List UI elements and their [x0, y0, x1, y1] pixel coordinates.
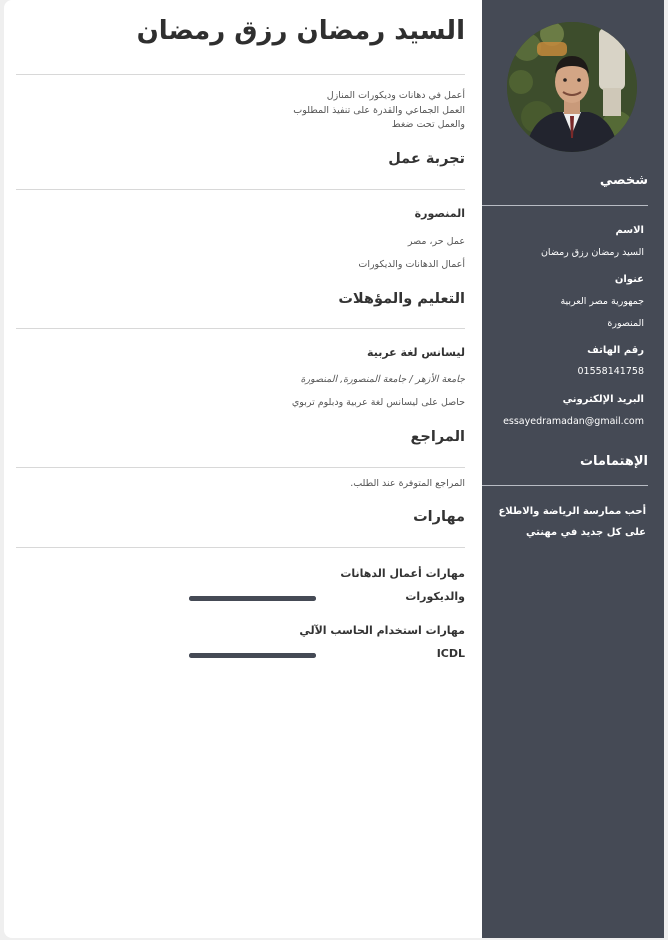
profile-photo-icon — [507, 22, 637, 152]
main-column — [16, 0, 465, 938]
experience-description: أعمال الدهانات والديكورات — [358, 259, 465, 270]
divider — [16, 328, 465, 329]
skill-level-bar — [189, 596, 316, 601]
skill-item — [16, 624, 465, 660]
divider — [16, 467, 465, 468]
summary-line: العمل الجماعي والقدرة على تنفيذ المطلوب — [293, 104, 465, 116]
phone-label: رقم الهاتف — [587, 345, 644, 356]
section-title-references: المراجع — [410, 429, 465, 445]
education-institution: جامعة الأزهر / جامعة المنصورة, المنصورة — [300, 374, 465, 385]
resume-page — [4, 0, 664, 938]
email-value[interactable]: essayedramadan@gmail.com — [503, 416, 644, 427]
section-title-interests: الإهتمامات — [579, 454, 648, 469]
email-label: البريد الإلكتروني — [562, 394, 644, 405]
interests-text: أحب ممارسة الرياضة والاطلاع على كل جديد في مهنتي — [498, 506, 646, 538]
name-label: الاسم — [615, 225, 644, 236]
summary-line: أعمل في دهانات وديكورات المنازل — [326, 90, 465, 101]
education-degree: ليسانس لغة عربية — [367, 346, 465, 359]
summary — [165, 89, 465, 133]
name-value: السيد رمضان رزق رمضان — [540, 247, 644, 258]
divider — [16, 74, 465, 75]
phone-value[interactable]: 01558141758 — [577, 366, 644, 377]
avatar — [507, 22, 637, 152]
divider — [16, 547, 465, 548]
address-line: جمهورية مصر العربية — [560, 296, 644, 307]
summary-line: والعمل تحت ضغط — [391, 119, 465, 130]
section-title-personal: شخصي — [599, 173, 648, 188]
full-name: السيد رمضان رزق رمضان — [136, 16, 465, 46]
section-title-skills: مهارات — [413, 509, 465, 525]
divider — [482, 485, 648, 486]
skill-item — [16, 567, 465, 603]
references-text: المراجع المتوفرة عند الطلب. — [350, 478, 465, 489]
address-label: عنوان — [614, 274, 644, 285]
skill-label: والديكورات — [405, 590, 465, 603]
education-description: حاصل على ليسانس لغة عربية ودبلوم تربوي — [291, 397, 465, 408]
skill-label: مهارات استخدام الحاسب الآلي — [299, 624, 465, 637]
skill-level-bar — [189, 653, 316, 658]
divider — [16, 189, 465, 190]
skill-level-fill — [189, 653, 316, 658]
section-title-education: التعليم والمؤهلات — [338, 291, 465, 307]
skill-label: مهارات أعمال الدهانات — [340, 567, 465, 580]
skill-label: ICDL — [436, 647, 465, 660]
experience-type-location: عمل حر، مصر — [407, 236, 465, 247]
sidebar — [482, 0, 664, 938]
divider — [482, 205, 648, 206]
section-title-experience: تجربة عمل — [388, 151, 465, 167]
experience-org: المنصورة — [414, 207, 465, 220]
address-line: المنصورة — [607, 318, 644, 329]
skill-level-fill — [189, 596, 316, 601]
